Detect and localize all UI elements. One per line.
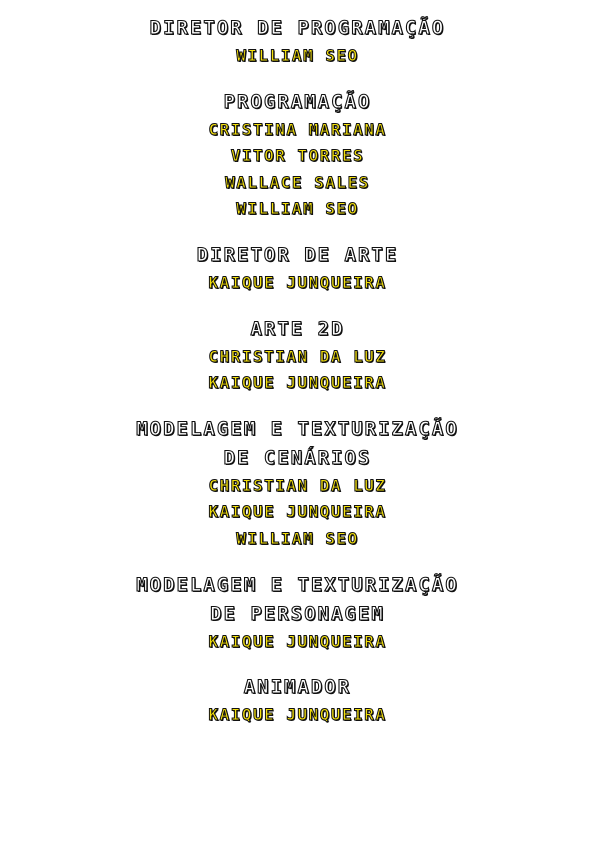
- credit-name: KAIQUE JUNQUEIRA: [208, 373, 387, 393]
- credit-section-programming-director: [0, 14, 595, 70]
- credit-role: ANIMADOR: [243, 676, 352, 699]
- credit-name: KAIQUE JUNQUEIRA: [208, 705, 387, 725]
- credit-role: MODELAGEM E TEXTURIZAÇÃO: [136, 417, 459, 440]
- credit-section-scenery-modeling: [0, 415, 595, 553]
- credit-name: KAIQUE JUNQUEIRA: [208, 502, 387, 522]
- credit-section-animator: [0, 673, 595, 729]
- credit-role: MODELAGEM E TEXTURIZAÇÃO: [136, 573, 459, 596]
- credit-section-character-modeling: [0, 571, 595, 656]
- credit-section-programming: [0, 88, 595, 223]
- credit-role: ARTE 2D: [250, 317, 345, 340]
- credit-name: WILLIAM SEO: [236, 199, 359, 219]
- credit-name: KAIQUE JUNQUEIRA: [208, 272, 387, 292]
- credit-role: PROGRAMAÇÃO: [223, 90, 372, 113]
- credit-name: CHRISTIAN DA LUZ: [208, 346, 387, 366]
- credit-name: CHRISTIAN DA LUZ: [208, 475, 387, 495]
- credit-role-continued: DE PERSONAGEM: [210, 602, 385, 625]
- credit-role: DIRETOR DE PROGRAMAÇÃO: [149, 17, 446, 39]
- credit-name: WILLIAM SEO: [236, 46, 359, 65]
- credit-section-2d-art: [0, 315, 595, 397]
- credit-section-art-director: [0, 241, 595, 297]
- credit-name: KAIQUE JUNQUEIRA: [208, 631, 387, 651]
- credits-list: [0, 14, 595, 747]
- credit-role-continued: DE CENÁRIOS: [223, 446, 372, 469]
- credit-name: VITOR TORRES: [230, 146, 365, 166]
- credit-name: WILLIAM SEO: [236, 528, 359, 548]
- credit-name: CRISTINA MARIANA: [208, 119, 387, 139]
- credit-role: DIRETOR DE ARTE: [196, 243, 399, 266]
- credit-name: WALLACE SALES: [225, 172, 370, 192]
